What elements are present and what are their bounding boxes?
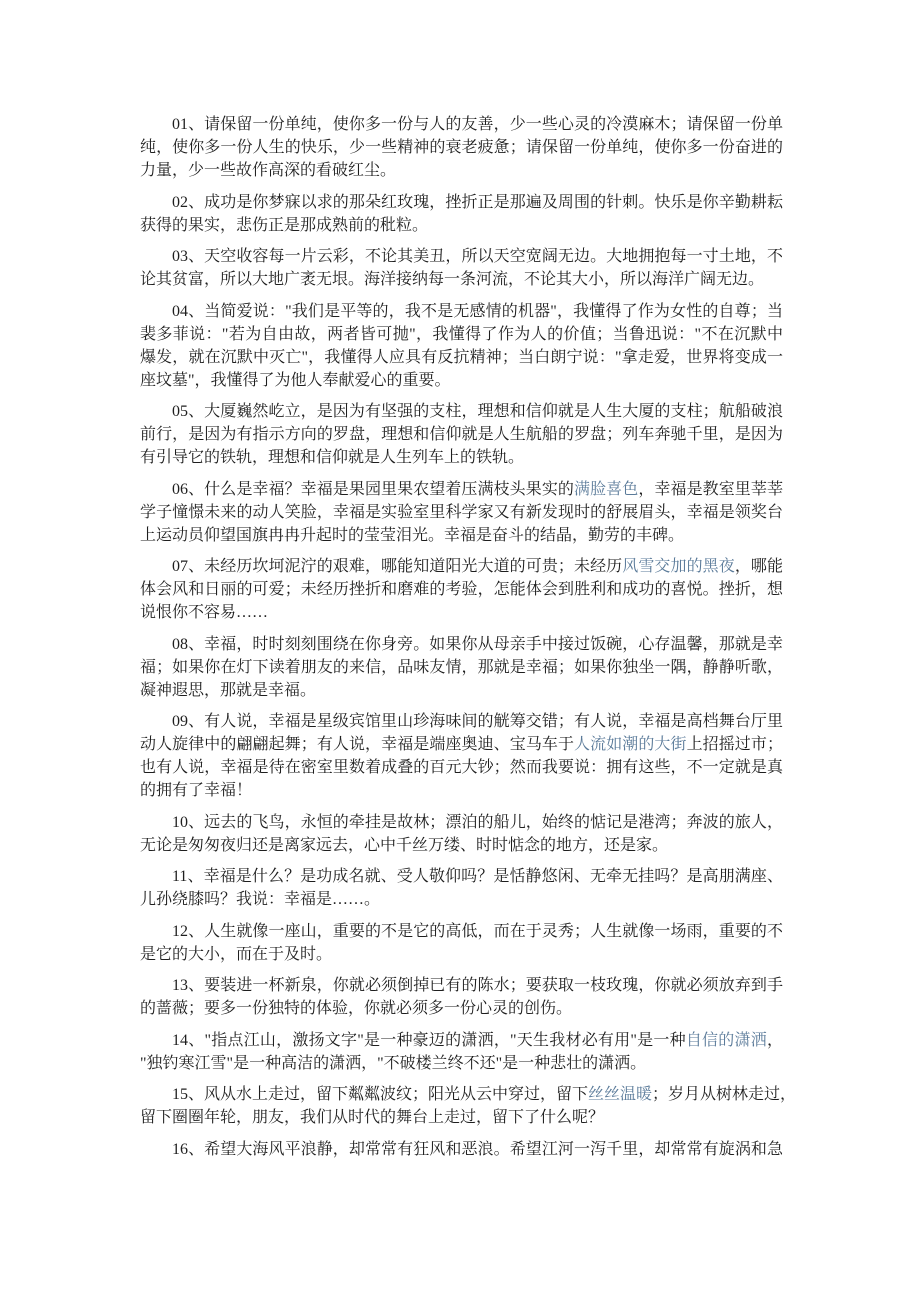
text-line: 12、人生就像一座山，重要的不是它的高低，而在于灵秀；人生就像一场雨，重要的不 <box>172 922 783 940</box>
text-line: "独钓寒江雪"是一种高洁的潇洒，"不破楼兰终不还"是一种悲壮的潇洒。 <box>140 1054 647 1072</box>
paragraph-12 <box>140 920 783 966</box>
text-line: 留下圈圈年轮，朋友，我们从时代的舞台上走过，留下了什么呢？ <box>140 1109 605 1126</box>
highlighted-phrase: 自信的潇洒 <box>685 1031 767 1049</box>
text-line: 16、希望大海风平浪静，却常常有狂风和恶浪。希望江河一泻千里，却常常有旋涡和急 <box>172 1140 783 1158</box>
text-line: 学子憧憬未来的动人笑脸，幸福是实验室里科学家又有新发现时的舒展眉头，幸福是领奖台 <box>140 503 783 521</box>
highlighted-phrase: 风雪交加的黑夜 <box>622 558 735 575</box>
text-line: 裴多菲说："若为自由故，两者皆可抛"，我懂得了作为人的价值；当鲁迅说："不在沉默中 <box>140 325 783 343</box>
highlighted-phrase: 丝丝温暖 <box>588 1086 653 1103</box>
text-line: 的拥有了幸福！ <box>140 782 253 799</box>
text-line: 动人旋律中的翩翩起舞；有人说，幸福是端座奥迪、宝马车于人流如潮的大街上招摇过市； <box>140 736 783 753</box>
paragraph-04 <box>140 300 783 392</box>
text-line: 09、有人说，幸福是星级宾馆里山珍海味间的觥筹交错；有人说，幸福是高档舞台厅里 <box>172 713 783 730</box>
text-line: 说恨你不容易…… <box>140 604 269 621</box>
text-line: 获得的果实，悲伤正是那成熟前的秕粒。 <box>140 216 429 234</box>
text-line: 纯，使你多一份人生的快乐，少一些精神的衰老疲惫；请保留一份单纯，使你多一份奋进的 <box>140 139 783 156</box>
paragraph-14 <box>140 1029 783 1075</box>
text-line: 福；如果你在灯下读着朋友的来信，品味友情，那就是幸福；如果你独坐一隅，静静听歌， <box>140 658 783 676</box>
text-line: 07、未经历坎坷泥泞的艰难，哪能知道阳光大道的可贵；未经历风雪交加的黑夜，哪能 <box>172 558 783 575</box>
text-line: 11、幸福是什么？是功成名就、受人敬仰吗？是恬静悠闲、无牵无挂吗？是高朋满座、 <box>172 868 783 885</box>
text-line: 儿孙绕膝吗？我说：幸福是……。 <box>140 891 381 908</box>
paragraph-06 <box>140 478 783 547</box>
paragraph-09 <box>140 710 783 802</box>
text-line: 论其贫富，所以大地广袤无垠。海洋接纳每一条河流，不论其大小，所以海洋广阔无边。 <box>140 271 765 288</box>
paragraph-11 <box>140 865 783 911</box>
text-line: 凝神遐思，那就是幸福。 <box>140 681 317 699</box>
text-line: 10、远去的飞鸟，永恒的牵挂是故林；漂泊的船儿，始终的惦记是港湾；奔波的旅人， <box>172 813 783 831</box>
text-line: 04、当简爱说："我们是平等的，我不是无感情的机器"，我懂得了作为女性的自尊；当 <box>172 302 783 320</box>
text-line: 05、大厦巍然屹立，是因为有坚强的支柱，理想和信仰就是人生大厦的支柱；航船破浪 <box>172 403 783 420</box>
document-body <box>140 113 797 1169</box>
text-line: 体会风和日丽的可爱；未经历挫折和磨难的考验，怎能体会到胜利和成功的喜悦。挫折，想 <box>140 581 783 598</box>
paragraph-16 <box>140 1138 783 1161</box>
text-line: 的蔷薇；要多一份独特的体验，你就必须多一份心灵的创伤。 <box>140 1000 573 1017</box>
text-line: 上运动员仰望国旗冉冉升起时的莹莹泪光。幸福是奋斗的结晶，勤劳的丰碑。 <box>140 526 685 544</box>
highlighted-phrase: 人流如潮的大街 <box>574 736 687 753</box>
paragraph-13 <box>140 974 783 1020</box>
paragraph-07 <box>140 555 783 624</box>
highlighted-phrase: 满脸喜色 <box>574 480 639 498</box>
text-line: 14、"指点江山，激扬文字"是一种豪迈的潇洒，"天生我材必有用"是一种自信的潇洒， <box>172 1031 783 1049</box>
paragraph-15 <box>140 1083 797 1129</box>
paragraph-10 <box>140 811 783 857</box>
text-line: 06、什么是幸福？幸福是果园里果农望着压满枝头果实的满脸喜色，幸福是教室里莘莘 <box>172 480 783 498</box>
text-line: 15、风从水上走过，留下粼粼波纹；阳光从云中穿过，留下丝丝温暖；岁月从树林走过， <box>172 1086 797 1103</box>
text-line: 13、要装进一杯新泉，你就必须倒掉已有的陈水；要获取一枝玫瑰，你就必须放弃到手 <box>172 977 783 994</box>
text-line: 02、成功是你梦寐以求的那朵红玫瑰，挫折正是那遍及周围的针刺。快乐是你辛勤耕耘 <box>172 193 783 211</box>
text-line: 01、请保留一份单纯，使你多一份与人的友善，少一些心灵的冷漠麻木；请保留一份单 <box>172 116 783 133</box>
text-line: 也有人说，幸福是待在密室里数着成叠的百元大钞；然而我要说：拥有这些，不一定就是真 <box>140 759 783 776</box>
text-line: 有引导它的铁轨，理想和信仰就是人生列车上的铁轨。 <box>140 449 525 466</box>
text-line: 03、天空收容每一片云彩，不论其美丑，所以天空宽阔无边。大地拥抱每一寸土地，不 <box>172 248 783 265</box>
paragraph-02 <box>140 191 783 237</box>
paragraph-03 <box>140 245 783 291</box>
text-line: 力量，少一些故作高深的看破红尘。 <box>140 162 397 179</box>
paragraph-05 <box>140 400 783 469</box>
text-line: 座坟墓"，我懂得了为他人奉献爱心的重要。 <box>140 371 451 389</box>
text-line: 是它的大小，而在于及时。 <box>140 945 333 963</box>
text-line: 08、幸福，时时刻刻围绕在你身旁。如果你从母亲手中接过饭碗，心存温馨，那就是幸 <box>172 635 783 653</box>
text-line: 爆发，就在沉默中灭亡"，我懂得人应具有反抗精神；当白朗宁说："拿走爱，世界将变成一 <box>140 348 783 366</box>
text-line: 前行，是因为有指示方向的罗盘，理想和信仰就是人生航船的罗盘；列车奔驰千里，是因为 <box>140 426 783 443</box>
paragraph-08 <box>140 633 783 702</box>
text-line: 无论是匆匆夜归还是离家远去，心中千丝万缕、时时惦念的地方，还是家。 <box>140 836 669 854</box>
paragraph-01 <box>140 113 783 182</box>
